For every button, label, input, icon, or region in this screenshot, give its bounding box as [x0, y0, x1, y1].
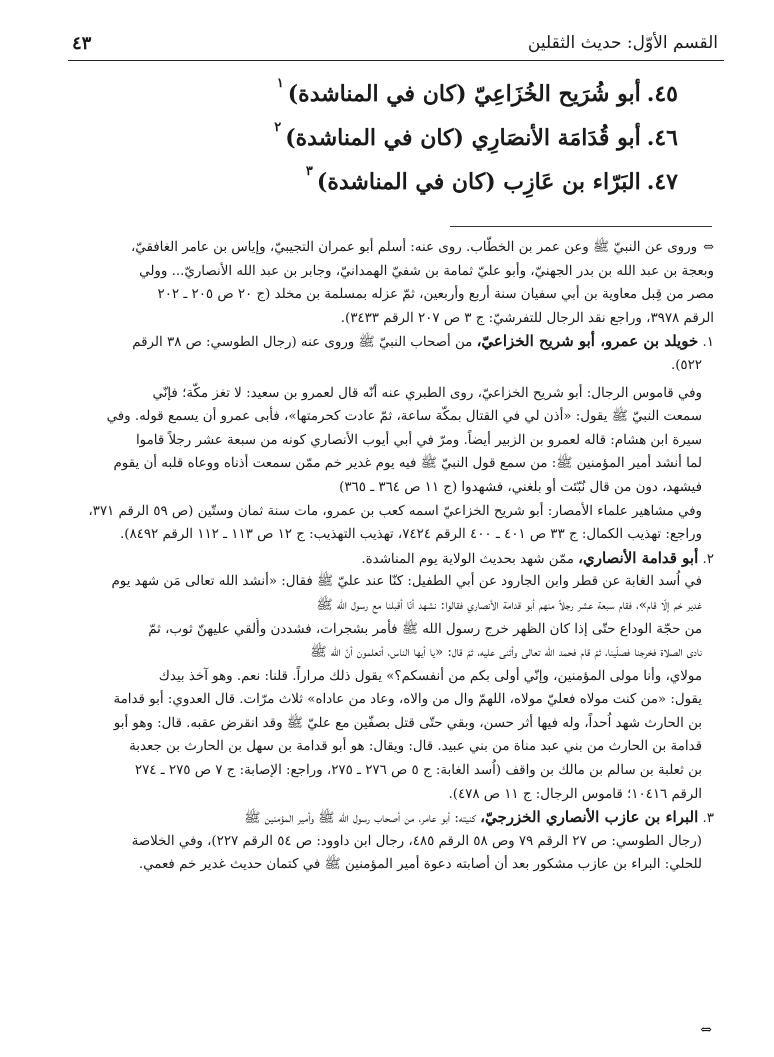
footnote-line: غدير خم إلّا قام»، فقام سبعة عشر رجلاً منهم أبو قدامة الأنصاري فقالوا: نشهد أنّا أقبلنا مع رسول الله ﷺ — [316, 597, 702, 613]
narrator-entry — [100, 72, 678, 116]
header-divider — [68, 60, 724, 61]
narrator-list — [100, 72, 678, 204]
footnote-line: وفي قاموس الرجال: أبو شريح الخزاعيّ، روى الطبري عنه أنّه قال لعمرو بن سعيد: لا تغز مكّة؛ فإنّي — [152, 385, 702, 401]
section-title: القسم الأوّل: حديث الثقلين — [527, 33, 718, 53]
footnote-2-head — [64, 547, 714, 571]
footnote-line: ٥٢٢). — [670, 357, 702, 373]
footnote-line: وبعجة بن عبد الله بن بدر الجهنيّ، وأبو عليّ ثمامة بن شفيّ الهمدانيّ، وجابر بن عبد الله الأنصاريّ... وولي — [139, 263, 714, 279]
footnote-text: كنيته: أبو عامر، من أصحاب رسول الله ﷺ وأمير المؤمنين ﷺ — [244, 811, 476, 827]
footnote-line: يقول: «من كنت مولاه فعليّ مولاه، اللهمّ وال من والاه، وعاد من عاداه» ثلاث مرّات. قال العدوي: أبو قدامة — [113, 692, 702, 708]
continuation-arrow-icon: ⇔ — [700, 1022, 712, 1038]
page-number: ٤٣ — [72, 32, 92, 54]
footnote-divider — [450, 226, 712, 227]
footnote-name: خويلد بن عمرو، أبو شريح الخزاعيّ، — [476, 332, 699, 351]
entry-number: ٤٦. — [646, 125, 678, 151]
entry-number: ٤٧. — [646, 169, 678, 195]
continuation-arrow-icon: ⇔ — [703, 240, 714, 255]
entry-text: أبو شُرَيح الخُزَاعِيّ (كان في المناشدة) — [287, 81, 641, 107]
footnote-line: بن ثعلبة بن سالم بن مالك بن واقف (اُسد الغابة: ج ٥ ص ٢٧٦ ـ ٢٧٥، وراجع: الإصابة: ج ٧ ص ٢٧٥ ـ ٢٧٤ — [134, 763, 702, 779]
running-header — [72, 30, 718, 56]
footnote-line: سمعت النبيّ ﷺ يقول: «أذن لي في القتال بمكّة ساعة، ثمّ عادت كحرمتها»، فأبى عمرو أن يسمع قوله. وفي — [106, 409, 702, 425]
footnote-line: في اُسد الغابة عن قطر وابن الجارود عن أبي الطفيل: كنّا عند عليّ ﷺ فقال: «أنشد الله تعالى مَن شهد يوم — [111, 574, 702, 590]
entry-text: البَرّاء بن عَازِب (كان في المناشدة) — [316, 169, 641, 195]
footnote-line: مولاي، وأنا مولى المؤمنين، وإنّي أولى بكم من أنفسكم؟» يقول ذلك مراراً. قلنا: نعم. وهو آخذ بيدك — [158, 668, 702, 684]
footnote-line: سيرة ابن هشام: قاله لعمرو بن الزبير أيضاً. ومرّ في أبي أيوب الأنصاري كونه من سبعة عشر رجلاً قاموا — [135, 432, 702, 448]
footnote-line: مصر من قِبل معاوية بن أبي سفيان سنة أربع وأربعين، ثمّ عزله بمسلمة بن مخلد (ج ٢٠ ص ٢٠٥ ـ ٢٠٢ — [157, 287, 714, 303]
footnote-ref[interactable]: ١ — [276, 76, 284, 91]
footnote-line: الرقم ٣٩٧٨، وراجع نقد الرجال للتفرشيّ: ج ٣ ص ٢٠٧ الرقم ٣٤٣٣). — [340, 310, 714, 326]
narrator-entry — [100, 160, 678, 204]
footnote-line: نادى الصلاة فخرجنا فصلّينا، ثمّ قام فحمد الله تعالى وأثنى عليه، ثمّ قال: «يا أيها الناس، أتعلمون أنّ الله ﷺ — [310, 645, 702, 661]
footnotes-block — [64, 236, 714, 877]
footnote-name: البراء بن عازب الأنصاري الخزرجيّ، — [480, 808, 699, 827]
footnote-line: وفي مشاهير علماء الأمصار: أبو شريح الخزاعيّ اسمه كعب بن عمرو، مات سنة ثمان وستّين (ص ٥٩ الرقم ٣٧١، — [88, 503, 702, 519]
footnote-name: أبو قدامة الأنصاري، — [578, 548, 699, 567]
footnote-line: بن الحارث شهد اُحداً، وله فيها أثر حسن، وبقي حتّى قتل بصفّين مع عليّ ﷺ وقد انقرض عقبه. قال: وهو أبو — [113, 715, 702, 731]
footnote-line — [64, 236, 714, 260]
footnote-text: وروى عن النبيّ ﷺ وعن عمر بن الخطّاب. روى عنه: أسلم أبو عمران التجيبيّ، وإياس بن عامر الغافقيّ، — [130, 240, 698, 255]
narrator-entry — [100, 116, 678, 160]
footnote-3-head — [64, 806, 714, 830]
footnote-line: قدامة بن الحارث من بني عبد مناة من بني عبيد. قال: ويقال: هو أبو قدامة بن سهل بن الحارث بن جعدبة — [129, 739, 702, 755]
footnote-number: ٣. — [702, 811, 714, 827]
footnote-line: لما أنشد أمير المؤمنين ﷺ: من سمع قول النبيّ ﷺ فيه يوم غدير خم ممّن سمعت أذناه ووعاه قلبه أن يقوم — [113, 456, 702, 472]
footnote-text: من أصحاب النبيّ ﷺ وروى عنه (رجال الطوسي: ص ٣٨ الرقم — [132, 335, 473, 351]
entry-number: ٤٥. — [646, 81, 678, 107]
footnote-1-head — [64, 330, 714, 354]
footnote-ref[interactable]: ٢ — [274, 120, 282, 135]
footnote-line: الرقم ١٠٤١٦؛ قاموس الرجال: ج ١١ ص ٤٧٨). — [448, 786, 702, 802]
footnote-line: (رجال الطوسي: ص ٢٧ الرقم ٧٩ وص ٥٨ الرقم ٤٨٥، رجال ابن داوود: ص ٥٤ الرقم ٢٢٧)، وفي الخلاصة — [131, 833, 702, 849]
footnote-ref[interactable]: ٣ — [305, 164, 313, 179]
footnote-line: من حجّة الوداع حتّى إذا كان الظهر خرج رسول الله ﷺ فأمر بشجرات، فشددن وأُلقي عليهنّ ثوب، ثمّ — [148, 621, 702, 637]
entry-text: أبو قُدَامَة الأنصَارِي (كان في المناشدة) — [285, 125, 641, 151]
footnote-text: ممّن شهد بحديث الولاية يوم المناشدة. — [361, 551, 574, 567]
footnote-line: فيشهد، دون من قال نُبّئت أو بلغني، فشهدوا (ج ١١ ص ٣٦٤ ـ ٣٦٥) — [339, 479, 702, 495]
footnote-line: وراجع: تهذيب الكمال: ج ٣٣ ص ٤٠١ ـ ٤٠٠ الرقم ٧٤٢٤، تهذيب التهذيب: ج ١٢ ص ١١٣ ـ ١١٢ الرقم ٨٤٩٢). — [120, 527, 702, 543]
footnote-number: ٢. — [702, 551, 714, 567]
footnote-number: ١. — [702, 335, 714, 351]
footnote-line: للحلي: البراء بن عازب مشكور بعد أن أصابته دعوة أمير المؤمنين ﷺ في كتمان حديث غدير خم فعمي. — [138, 857, 702, 873]
